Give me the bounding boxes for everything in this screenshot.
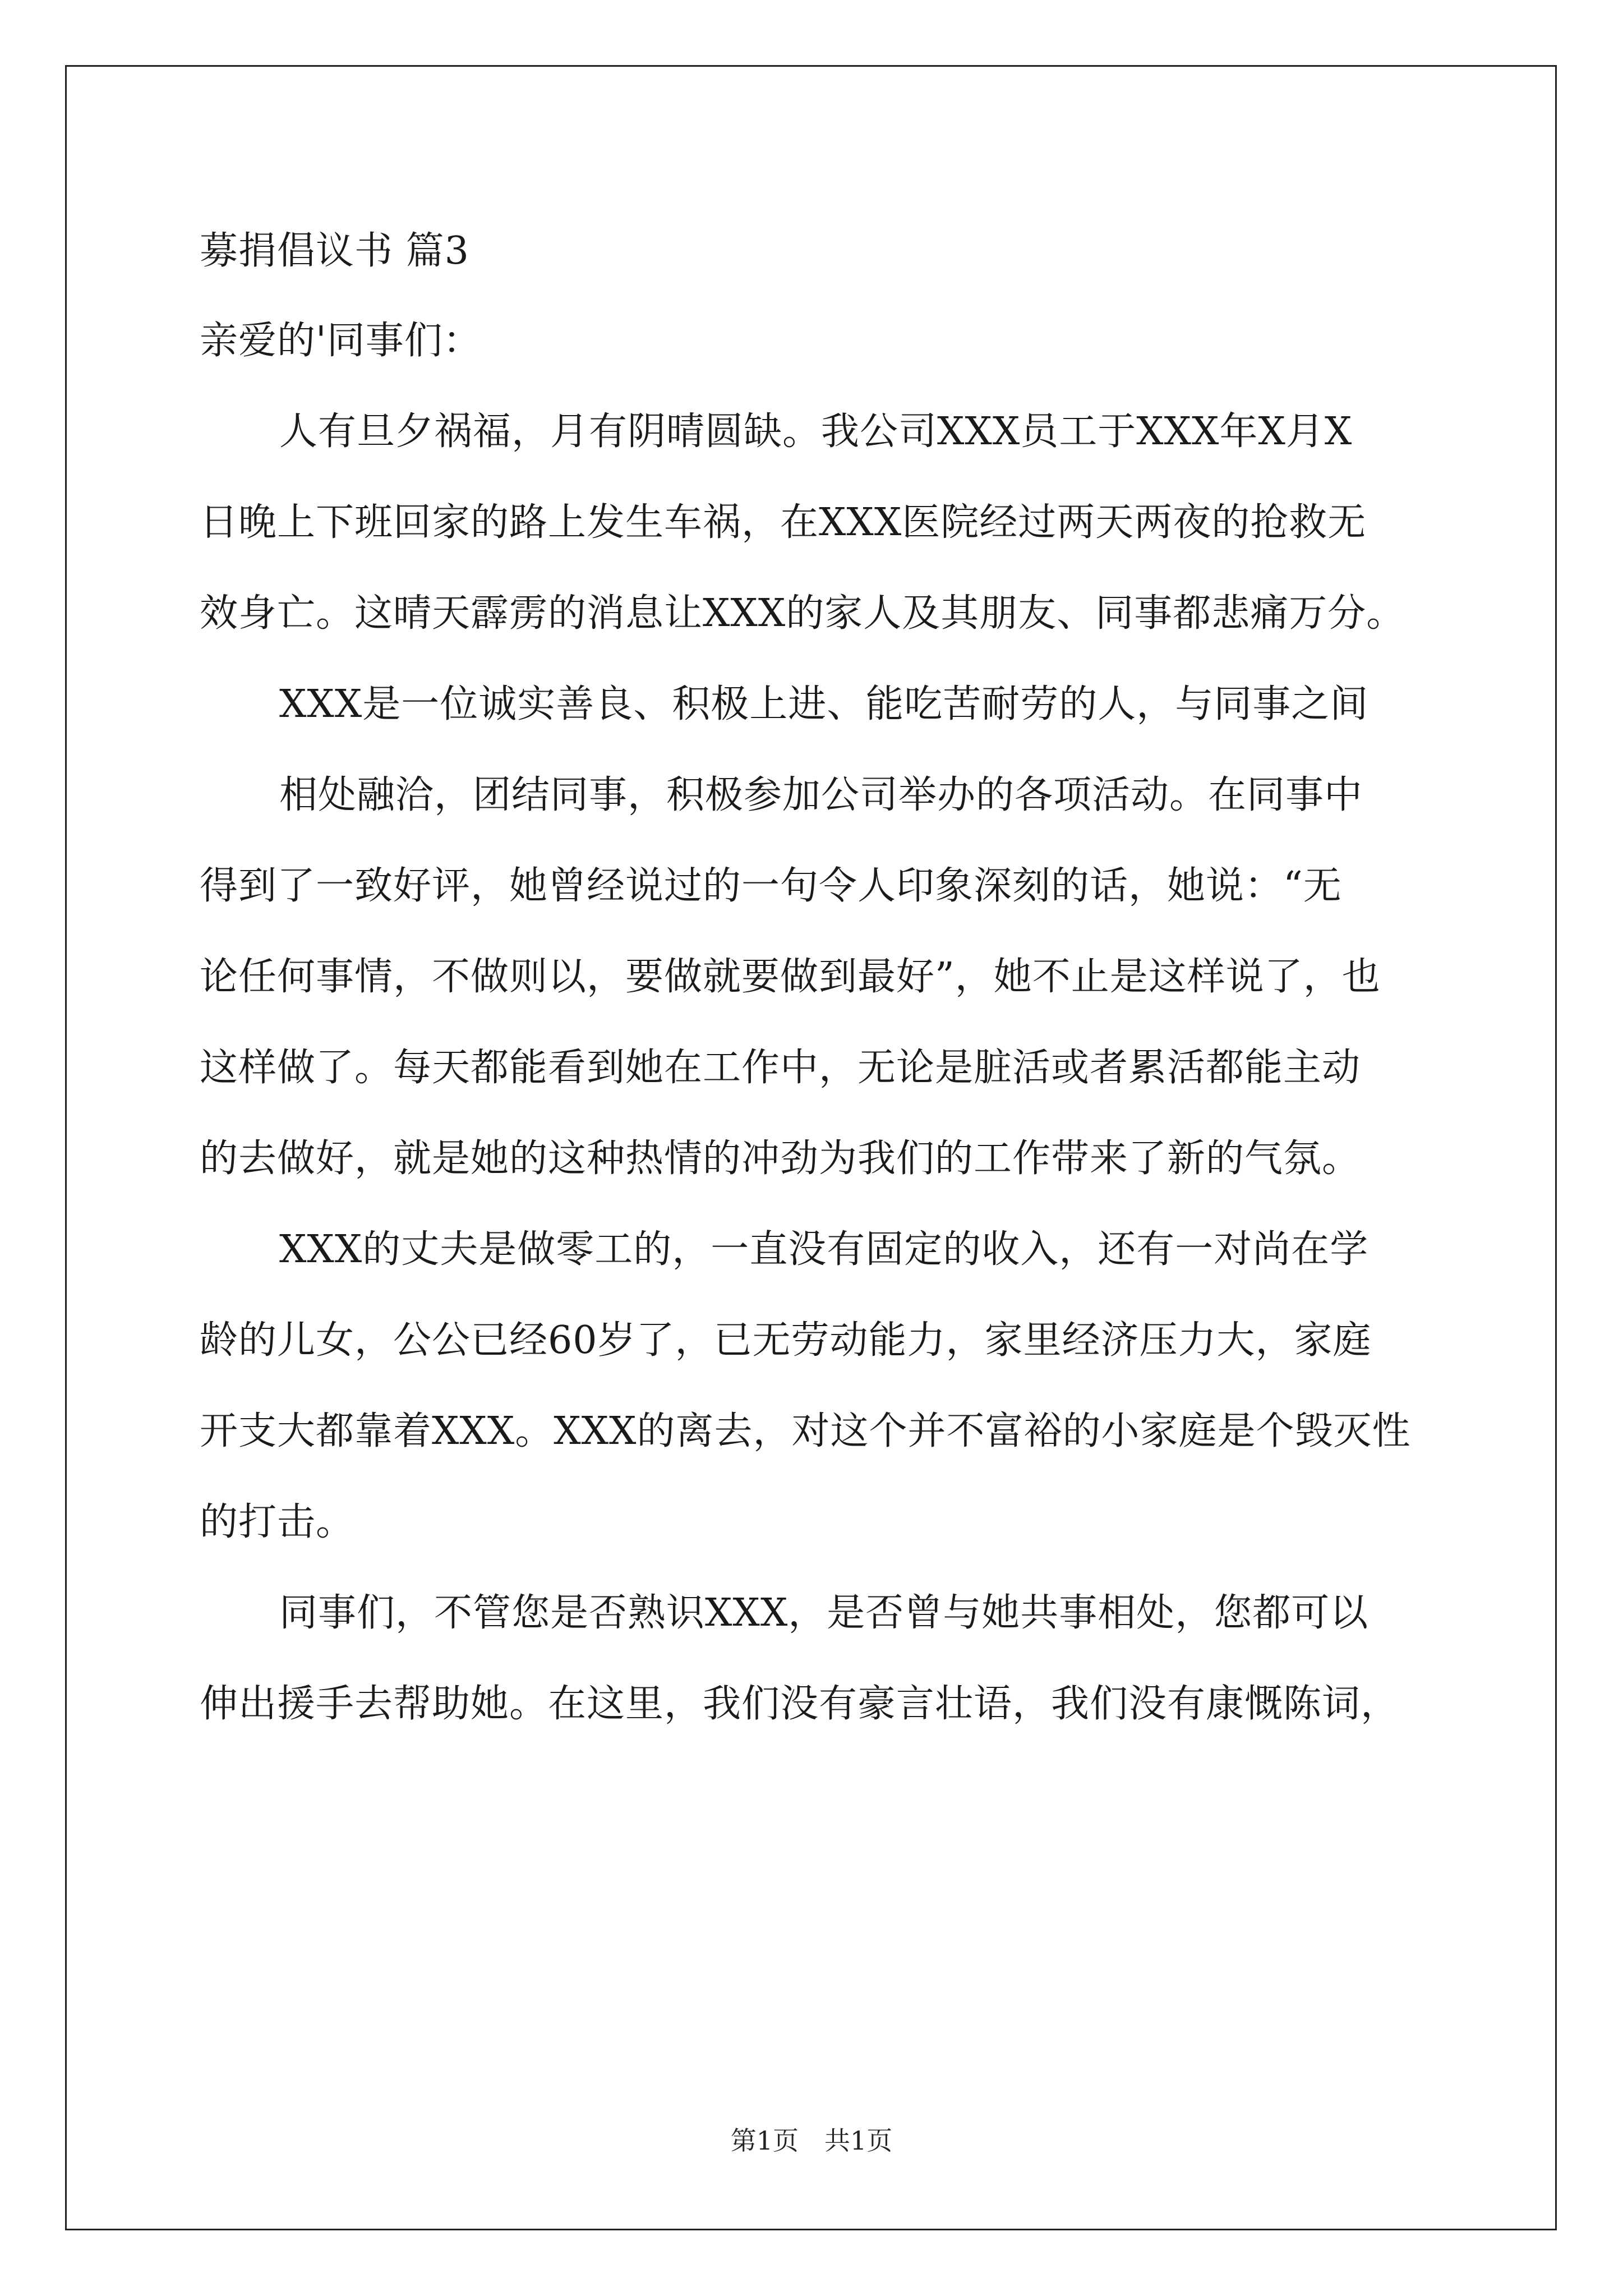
body-line: 龄的儿女，公公已经60岁了，已无劳动能力，家里经济压力大，家庭 (200, 1318, 1372, 1363)
body-line: 得到了一致好评，她曾经说过的一句令人印象深刻的话，她说：“无 (200, 864, 1342, 908)
body-line: 相处融洽，团结同事，积极参加公司举办的各项活动。在同事中 (279, 773, 1363, 817)
body-line: 日晚上下班回家的路上发生车祸，在XXX医院经过两天两夜的抢救无 (200, 500, 1367, 545)
body-line: XXX的丈夫是做零工的，一直没有固定的收入，还有一对尚在学 (279, 1227, 1369, 1272)
body-line: 开支大都靠着XXX。XXX的离去，对这个并不富裕的小家庭是个毁灭性 (200, 1409, 1411, 1453)
body-line: 的打击。 (200, 1500, 355, 1544)
body-line: 这样做了。每天都能看到她在工作中，无论是脏活或者累活都能主动 (200, 1046, 1361, 1090)
body-line: 人有旦夕祸福，月有阴晴圆缺。我公司XXX员工于XXX年X月X (279, 409, 1353, 454)
body-line: 伸出援手去帮助她。在这里，我们没有豪言壮语，我们没有康慨陈词， (200, 1682, 1400, 1726)
body-line: XXX是一位诚实善良、积极上进、能吃苦耐劳的人，与同事之间 (279, 682, 1369, 726)
body-line: 效身亡。这晴天霹雳的消息让XXX的家人及其朋友、同事都悲痛万分。 (200, 591, 1405, 636)
body-line: 论任何事情，不做则以，要做就要做到最好”，她不止是这样说了，也 (200, 955, 1381, 999)
body-line: 同事们，不管您是否熟识XXX，是否曾与她共事相处，您都可以 (279, 1591, 1369, 1635)
body-line: 的去做好，就是她的这种热情的冲劲为我们的工作带来了新的气氛。 (200, 1137, 1361, 1181)
page-number: 第1页 共1页 (730, 2125, 893, 2156)
document-title: 募捐倡议书 篇3 (200, 229, 469, 273)
salutation: 亲爱的'同事们： (200, 319, 482, 363)
